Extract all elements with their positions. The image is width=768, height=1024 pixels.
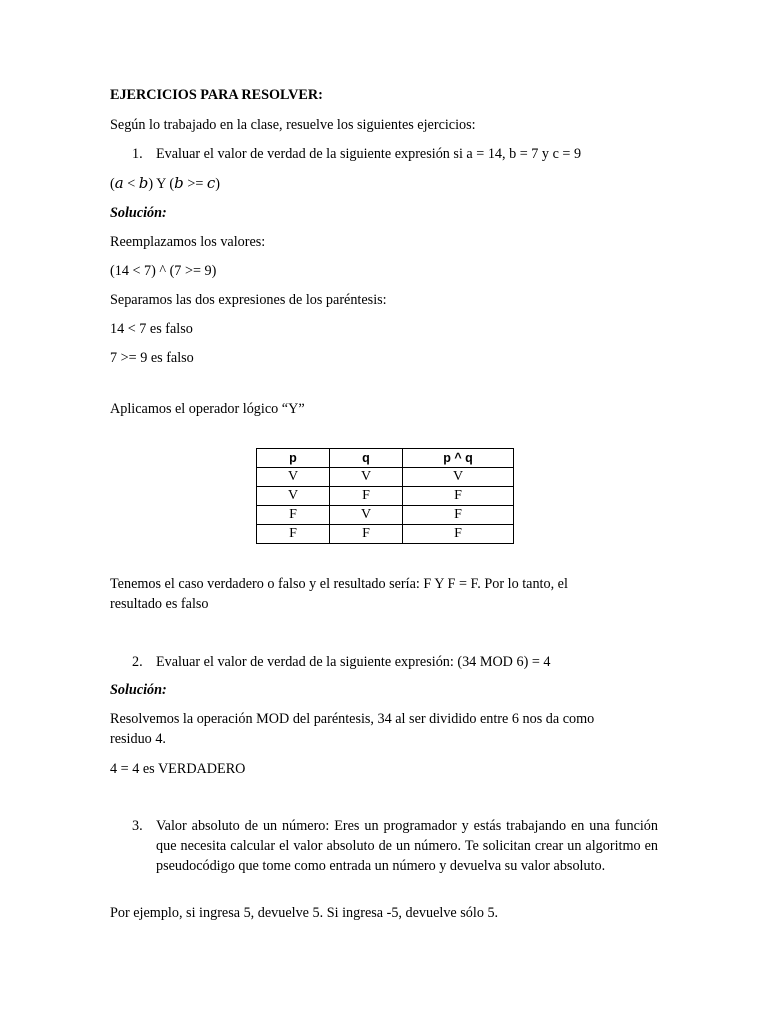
expr-ge: >=	[183, 176, 207, 192]
expr-mid: ) Y (	[148, 176, 175, 192]
truth-table-cell: V	[257, 487, 330, 506]
exercise-1-conclusion: resultado es falso	[110, 596, 209, 612]
expr-close: )	[215, 176, 221, 192]
exercise-2-line: residuo 4.	[110, 731, 166, 747]
exercise-1-conclusion: Tenemos el caso verdadero o falso y el resultado sería: F Y F = F. Por lo tanto, el	[110, 576, 568, 592]
exercise-3-statement: Valor absoluto de un número: Eres un programador y estás trabajando en una función que necesita calcular el valor absoluto de un número. Te solicitan crear un algoritmo en pseudocódigo que tome como entrada un número y devuelva su valor absoluto.	[156, 818, 658, 874]
truth-table-header: p	[257, 449, 330, 468]
truth-table-cell: F	[257, 506, 330, 525]
truth-table-row	[257, 525, 514, 544]
exercise-1-line: (14 < 7) ^ (7 >= 9)	[110, 263, 217, 279]
truth-table	[256, 448, 514, 544]
expr-var-b2: b	[174, 174, 184, 192]
truth-table-cell: F	[403, 506, 514, 525]
exercise-1-line: 14 < 7 es falso	[110, 321, 193, 337]
expr-var-b: b	[138, 174, 149, 192]
intro-text: Según lo trabajado en la clase, resuelve los siguientes ejercicios:	[110, 117, 476, 133]
exercise-3-number: 3.	[132, 818, 143, 834]
exercise-2-result: 4 = 4 es VERDADERO	[110, 761, 246, 777]
exercise-1-line: 7 >= 9 es falso	[110, 350, 194, 366]
truth-table-header: q	[330, 449, 403, 468]
truth-table-cell: F	[330, 525, 403, 544]
truth-table-cell: F	[257, 525, 330, 544]
exercise-1-statement: Evaluar el valor de verdad de la siguiente expresión si a = 14, b = 7 y c = 9	[156, 146, 582, 162]
truth-table-row	[257, 468, 514, 487]
exercise-2-statement: Evaluar el valor de verdad de la siguiente expresión: (34 MOD 6) = 4	[156, 654, 551, 670]
exercise-1-solution-label: Solución:	[110, 205, 167, 221]
page-heading: EJERCICIOS PARA RESOLVER:	[110, 87, 323, 103]
truth-table-cell: V	[330, 468, 403, 487]
truth-table-cell: F	[330, 487, 403, 506]
exercise-2-number: 2.	[132, 654, 143, 670]
expr-open: (	[110, 176, 115, 192]
truth-table-cell: F	[403, 525, 514, 544]
truth-table-row	[257, 487, 514, 506]
exercise-3-example: Por ejemplo, si ingresa 5, devuelve 5. Si ingresa -5, devuelve sólo 5.	[110, 905, 499, 921]
exercise-2-line: Resolvemos la operación MOD del paréntesis, 34 al ser dividido entre 6 nos da como	[110, 711, 595, 727]
truth-table-cell: V	[403, 468, 514, 487]
exercise-1-line: Separamos las dos expresiones de los paréntesis:	[110, 292, 387, 308]
exercise-1-number: 1.	[132, 146, 143, 162]
truth-table-cell: V	[257, 468, 330, 487]
truth-table-cell: F	[403, 487, 514, 506]
expr-var-a: a	[114, 174, 124, 192]
expr-var-c: c	[206, 174, 216, 192]
truth-table-header: p ^ q	[403, 449, 514, 468]
exercise-1-expression	[110, 174, 220, 193]
expr-lt: <	[123, 176, 139, 192]
truth-table-row	[257, 506, 514, 525]
exercise-3	[110, 816, 658, 876]
truth-table-header-row	[257, 449, 514, 468]
exercise-2-solution-label: Solución:	[110, 682, 167, 698]
truth-table-cell: V	[330, 506, 403, 525]
exercise-1-line: Reemplazamos los valores:	[110, 234, 266, 250]
exercise-1-line: Aplicamos el operador lógico “Y”	[110, 401, 305, 417]
